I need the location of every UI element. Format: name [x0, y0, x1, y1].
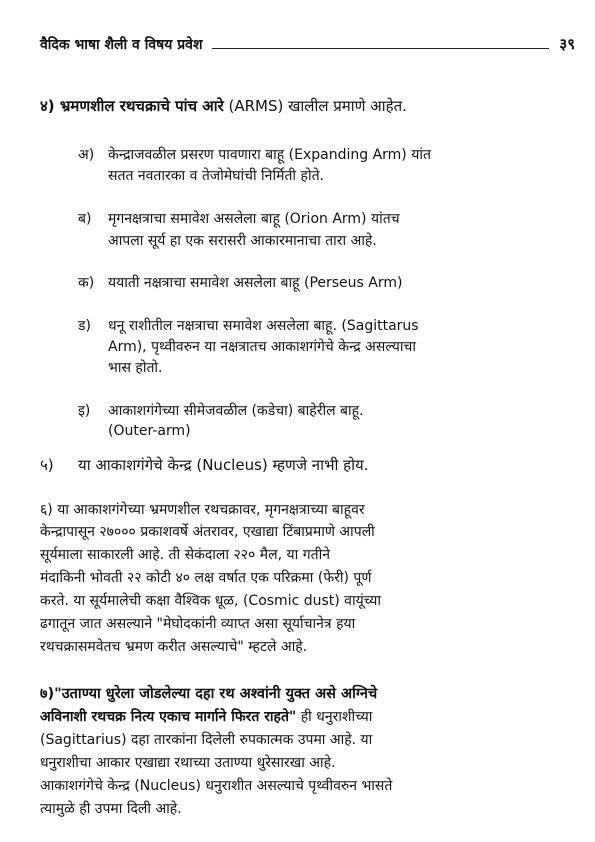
list-item-line: (Outer-arm): [108, 423, 191, 439]
list-item-line: भास होतो.: [108, 360, 163, 376]
list-item-line: आपला सूर्य हा एक सरासरी आकारमानाचा तारा आहे.: [108, 233, 377, 249]
list-item-label: इ): [78, 403, 91, 419]
list-item-label: ड): [78, 318, 91, 334]
list-item-label: अ): [78, 147, 95, 163]
list-item-line: धनू राशीतील नक्षत्राचा समावेश असलेला बाहू. (Sagittarus: [108, 318, 419, 334]
list-item-line: ययाती नक्षत्राचा समावेश असलेला बाहू (Perseus Arm): [108, 275, 403, 291]
section-4-heading: [40, 96, 407, 116]
section-5-text: या आकाशगंगेचे केन्द्र (Nucleus) म्हणजे नाभी होय.: [78, 456, 369, 474]
header-rule: [212, 48, 549, 49]
section-7-quote-rest: ही धनुराशीच्या: [296, 709, 373, 725]
paragraph-line: सूर्यमाला साकारली आहे. ती सेकंदाला २२० मैल, या गतीने: [40, 547, 330, 563]
list-item-line: Arm), पृथ्वीवरुन या नक्षत्रातच आकाशगंगेचे केन्द्र असल्याचा: [108, 339, 416, 355]
paragraph-line: धनुराशीचा आकार एखाद्या रथाच्या उताण्या धुरेसारखा आहे.: [40, 755, 336, 771]
list-item-label: क): [78, 275, 95, 291]
list-item-line: मृगनक्षत्राचा समावेश असलेला बाहू (Orion Arm) यांतच: [108, 211, 400, 227]
header-title: वैदिक भाषा शैली व विषय प्रवेश: [40, 36, 203, 53]
section-7-quote-bold: अविनाशी रथचक्र नित्य एकाच मार्गाने फिरत राहते": [40, 709, 297, 725]
list-item-label: ब): [78, 211, 92, 227]
paragraph-line: करते. या सूर्यमालेची कक्षा वैश्विक धूळ, (Cosmic dust) वायूंच्या: [40, 593, 382, 609]
section-5-label: ५): [40, 456, 54, 474]
list-item-line: केन्द्राजवळील प्रसरण पावणारा बाहू (Expanding Arm) यांत: [108, 147, 431, 163]
paragraph-line: ढगातून जात असल्याने "मेघोदकांनी व्याप्त असा सूर्याचानेत्र हया: [40, 616, 356, 632]
section-4-heading-rest: (ARMS) खालील प्रमाणे आहेत.: [223, 97, 407, 115]
paragraph-line: (Sagittarius) दहा तारकांना दिलेली रुपकात्मक उपमा आहे. या: [40, 732, 373, 748]
paragraph-line: त्यामुळे ही उपमा दिली आहे.: [40, 801, 182, 817]
paragraph-line: आकाशगंगेचे केन्द्र (Nucleus) धनुराशीत असल्याचे पृथ्वीवरुन भासते: [40, 778, 393, 794]
section-7-quote-line-1: ७)"उताण्या धुरेला जोडलेल्या दहा रथ अश्वांनी युक्त असे अग्निचे: [40, 686, 378, 702]
paragraph-line: केन्द्रापासून २७००० प्रकाशवर्षे अंतरावर, एखाद्या टिंबाप्रमाणे आपली: [40, 524, 375, 540]
paragraph-line: रथचक्रासमवेतच भ्रमण करीत असल्याचे" म्हटले आहे.: [40, 639, 308, 655]
list-item-line: सतत नवतारका व तेजोमेघांची निर्मिती होते.: [108, 168, 324, 184]
running-header: [40, 32, 575, 56]
list-item-line: आकाशगंगेच्या सीमेजवळील (कडेचा) बाहेरील बाहू.: [108, 403, 364, 419]
page-number: ३९: [559, 35, 575, 53]
paragraph-line: मंदाकिनी भोवती २२ कोटी ४० लक्ष वर्षात एक परिक्रमा (फेरी) पूर्ण: [40, 570, 372, 586]
paragraph-line: ६) या आकाशगंगेच्या भ्रमणशील रथचक्रावर, मृगनक्षत्राच्या बाहूवर: [40, 502, 365, 518]
section-7-quote-line-2: [40, 707, 372, 727]
section-4-heading-bold: ४) भ्रमणशील रथचक्राचे पांच आरे: [40, 97, 224, 115]
